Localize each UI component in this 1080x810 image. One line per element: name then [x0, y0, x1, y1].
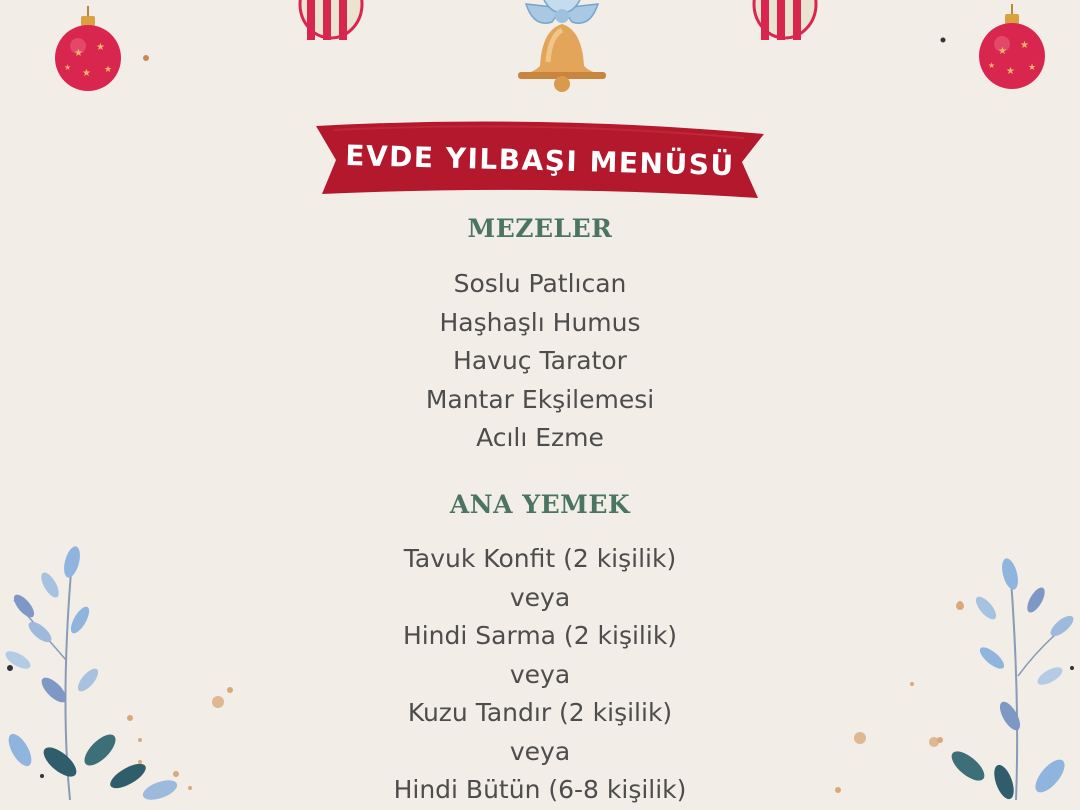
menu-item: Hindi Bütün (6-8 kişilik)	[393, 775, 687, 804]
christmas-ornament-icon	[298, 0, 364, 40]
menu-item: Haşhaşlı Humus	[439, 307, 641, 337]
menu-item: Kuzu Tandır (2 kişilik)	[407, 698, 673, 727]
svg-text:★: ★	[1028, 63, 1037, 73]
banner-title: EVDE YILBAŞI MENÜSÜ	[344, 138, 736, 182]
christmas-ornament-icon	[976, 4, 1048, 94]
svg-text:★: ★	[998, 46, 1007, 57]
svg-text:★: ★	[64, 63, 72, 72]
svg-text:★: ★	[988, 61, 996, 70]
menu-item: Acılı Ezme	[476, 423, 604, 452]
leaf-branch-icon	[0, 540, 190, 800]
leaf-branch-icon	[900, 556, 1080, 800]
section-title-mezeler: MEZELER	[467, 214, 613, 243]
menu-item: Mantar Ekşilemesi	[425, 384, 655, 414]
menu-item-separator: veya	[509, 659, 571, 689]
menu-item: Soslu Patlıcan	[453, 269, 627, 298]
section-title-ana-yemek: ANA YEMEK	[449, 490, 631, 519]
christmas-bell-icon	[504, 0, 620, 96]
svg-text:★: ★	[82, 68, 91, 79]
mezeler-list	[0, 265, 1080, 458]
menu-item: Hindi Sarma (2 kişilik)	[402, 621, 678, 650]
menu-item: Tavuk Konfit (2 kişilik)	[403, 544, 677, 573]
svg-text:★: ★	[1006, 66, 1015, 77]
title-banner	[312, 112, 768, 208]
svg-text:★: ★	[74, 48, 83, 59]
svg-text:★: ★	[1020, 40, 1029, 51]
menu-item: Havuç Tarator	[453, 346, 627, 375]
menu-item-separator: veya	[509, 582, 571, 612]
christmas-ornament-icon	[52, 6, 124, 96]
menu-item-separator: veya	[509, 736, 571, 766]
svg-text:★: ★	[96, 42, 105, 53]
svg-text:★: ★	[104, 65, 113, 75]
christmas-ornament-icon	[752, 0, 818, 40]
